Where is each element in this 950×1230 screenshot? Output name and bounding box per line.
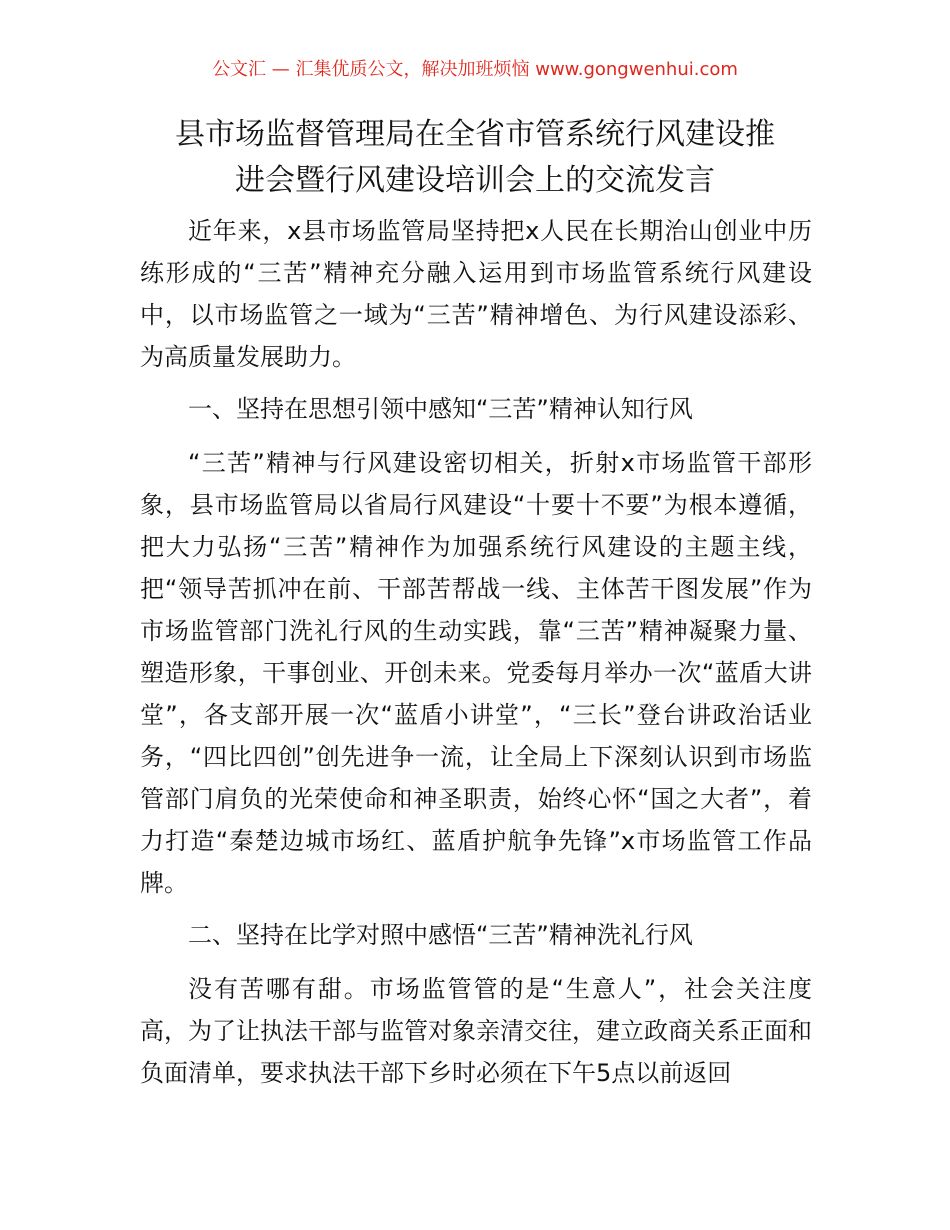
title-line-1: 县市场监督管理局在全省市管系统行风建设推 (175, 117, 775, 152)
document-title (100, 112, 850, 204)
document-body (140, 210, 812, 1094)
section-1-heading: 一、坚持在思想引领中感知“三苦”精神认知行风 (188, 395, 693, 423)
site-header-banner: 公文汇 — 汇集优质公文，解决加班烦恼 www.gongwenhui.com (212, 59, 738, 80)
section-2-paragraph: 没有苦哪有甜。市场监管管的是“生意人”，社会关注度高，为了让执法干部与监管对象亲清交往，建立政商关系正面和负面清单，要求执法干部下乡时必须在下午5点以前返回 (140, 975, 812, 1087)
section-2-heading: 二、坚持在比学对照中感悟“三苦”精神洗礼行风 (188, 921, 693, 949)
title-line-2: 进会暨行风建设培训会上的交流发言 (235, 163, 715, 198)
intro-paragraph: 近年来，x县市场监管局坚持把x人民在长期治山创业中历练形成的“三苦”精神充分融入运用到市场监管系统行风建设中，以市场监管之一域为“三苦”精神增色、为行风建设添彩、为高质量发展助力。 (140, 217, 812, 371)
section-1-paragraph: “三苦”精神与行风建设密切相关，折射x市场监管干部形象，县市场监管局以省局行风建设“十要十不要”为根本遵循，把大力弘扬“三苦”精神作为加强系统行风建设的主题主线，把“领导苦抓冲在前、干部苦帮战一线、主体苦干图发展”作为市场监管部门洗礼行风的生动实践，靠“三苦”精神凝聚力量、塑造形象，干事创业、开创未来。党委每月举办一次“蓝盾大讲堂”，各支部开展一次“蓝盾小讲堂”，“三长”登台讲政治话业务，“四比四创”创先进争一流，让全局上下深刻认识到市场监管部门肩负的光荣使命和神圣职责，始终心怀“国之大者”，着力打造“秦楚边城市场红、蓝盾护航争先锋”x市场监管工作品牌。 (140, 449, 812, 897)
